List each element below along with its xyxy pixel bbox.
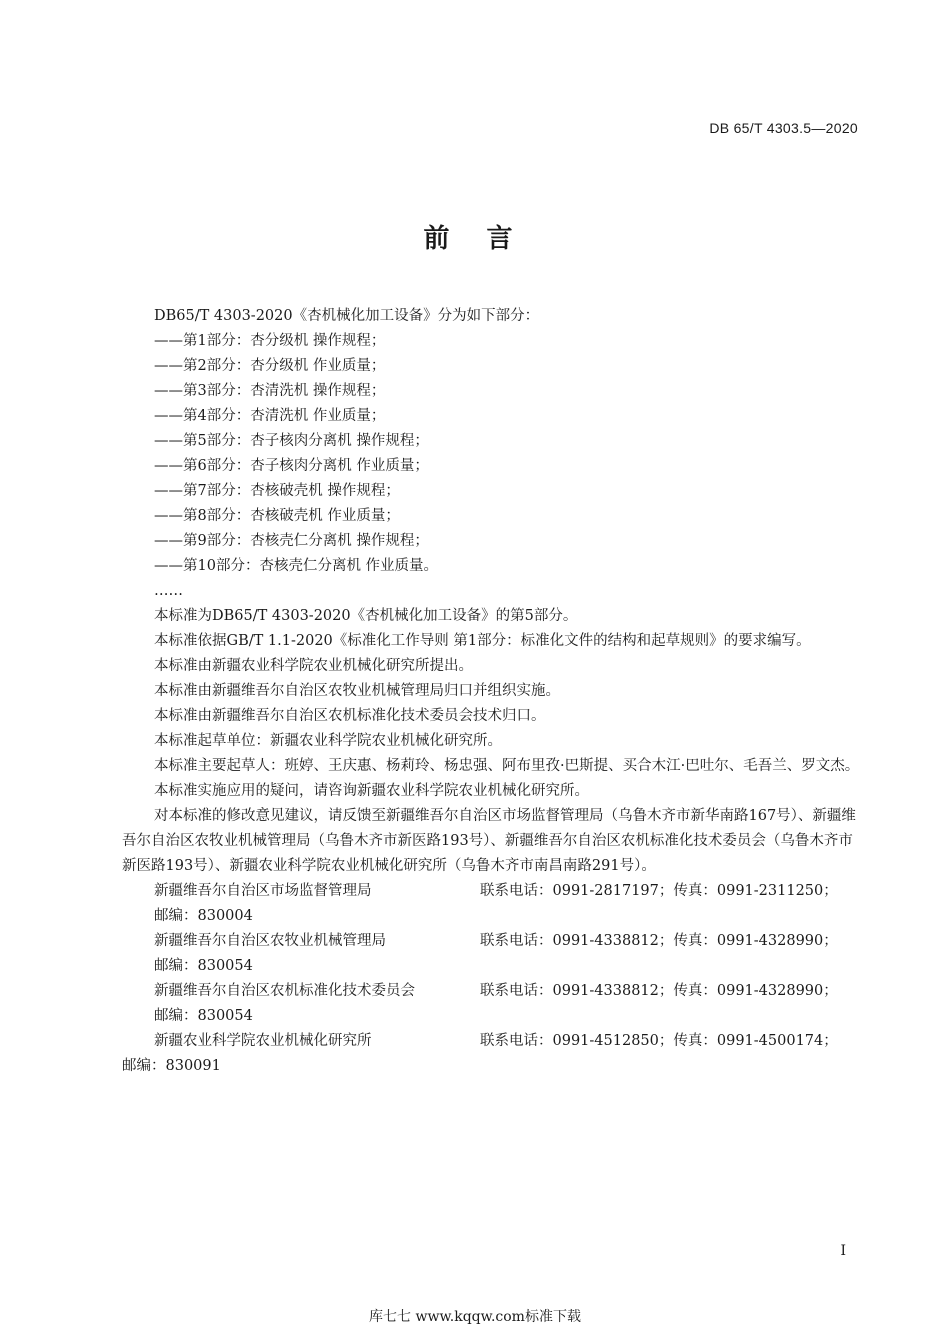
contact-phone-fax: 联系电话：0991-2817197；传真：0991-2311250； xyxy=(480,883,838,899)
part-item-7: ——第7部分：杏核破壳机 操作规程； xyxy=(154,483,400,499)
footer-watermark: 库七七 www.kqqw.com标准下载 xyxy=(369,1309,581,1325)
part-item-10: ——第10部分：杏核壳仁分离机 作业质量。 xyxy=(154,558,439,574)
contact-name: 新疆维吾尔自治区农牧业机械管理局 xyxy=(154,933,386,949)
part-item-1: ——第1部分：杏分级机 操作规程； xyxy=(154,333,386,349)
part-item-4: ——第4部分：杏清洗机 作业质量； xyxy=(154,408,386,424)
contact-row xyxy=(122,929,860,954)
paragraph-drafting-unit: 本标准起草单位：新疆农业科学院农业机械化研究所。 xyxy=(154,733,502,749)
paragraph-inquiry: 本标准实施应用的疑问，请咨询新疆农业科学院农业机械化研究所。 xyxy=(154,783,589,799)
contact-row xyxy=(122,879,860,904)
part-item-5: ——第5部分：杏子核肉分离机 操作规程； xyxy=(154,433,429,449)
contact-row xyxy=(122,1029,860,1054)
document-code: DB 65/T 4303.5—2020 xyxy=(709,120,858,136)
contact-postcode: 邮编：830004 xyxy=(154,908,253,924)
intro-paragraph: DB65/T 4303-2020《杏机械化加工设备》分为如下部分： xyxy=(154,308,540,324)
paragraph-scope: 本标准为DB65/T 4303-2020《杏机械化加工设备》的第5部分。 xyxy=(154,608,578,624)
page-number: I xyxy=(840,1243,846,1259)
contact-list xyxy=(122,879,860,1079)
contact-name: 新疆维吾尔自治区市场监督管理局 xyxy=(154,883,372,899)
contact-postcode: 邮编：830054 xyxy=(154,1008,253,1024)
part-item-9: ——第9部分：杏核壳仁分离机 操作规程； xyxy=(154,533,429,549)
part-item-6: ——第6部分：杏子核肉分离机 作业质量； xyxy=(154,458,429,474)
contact-phone-fax: 联系电话：0991-4338812；传真：0991-4328990； xyxy=(480,933,838,949)
part-item-2: ——第2部分：杏分级机 作业质量； xyxy=(154,358,386,374)
contact-phone-fax: 联系电话：0991-4512850；传真：0991-4500174； xyxy=(480,1033,838,1049)
ellipsis: …… xyxy=(154,583,183,599)
foreword-body xyxy=(122,304,860,1079)
contact-row xyxy=(122,979,860,1004)
part-item-3: ——第3部分：杏清洗机 操作规程； xyxy=(154,383,386,399)
part-item-8: ——第8部分：杏核破壳机 作业质量； xyxy=(154,508,400,524)
paragraph-technical-committee: 本标准由新疆维吾尔自治区农机标准化技术委员会技术归口。 xyxy=(154,708,546,724)
page-title: 前 言 xyxy=(423,224,527,254)
paragraph-implementer: 本标准由新疆维吾尔自治区农牧业机械管理局归口并组织实施。 xyxy=(154,683,560,699)
paragraph-drafters: 本标准主要起草人：班婷、王庆惠、杨莉玲、杨忠强、阿布里孜·巴斯提、买合木江·巴吐尔、毛吾兰、罗文杰。 xyxy=(154,758,860,774)
paragraph-proposer: 本标准由新疆农业科学院农业机械化研究所提出。 xyxy=(154,658,473,674)
contact-name: 新疆维吾尔自治区农机标准化技术委员会 xyxy=(154,983,415,999)
paragraph-drafting-rules: 本标准依据GB/T 1.1-2020《标准化工作导则 第1部分：标准化文件的结构和起草规则》的要求编写。 xyxy=(154,633,811,649)
contact-postcode: 邮编：830054 xyxy=(154,958,253,974)
contact-name: 新疆农业科学院农业机械化研究所 xyxy=(154,1033,372,1049)
contact-phone-fax: 联系电话：0991-4338812；传真：0991-4328990； xyxy=(480,983,838,999)
contact-postcode: 邮编：830091 xyxy=(122,1058,221,1074)
paragraph-feedback: 对本标准的修改意见建议，请反馈至新疆维吾尔自治区市场监督管理局（乌鲁木齐市新华南路167号）、新疆维吾尔自治区农牧业机械管理局（乌鲁木齐市新医路193号）、新疆维吾尔自治区农机标准化技术委员会（乌鲁木齐市新医路193号）、新疆农业科学院农业机械化研究所（乌鲁木齐市南昌南路291号）。 xyxy=(122,808,856,874)
